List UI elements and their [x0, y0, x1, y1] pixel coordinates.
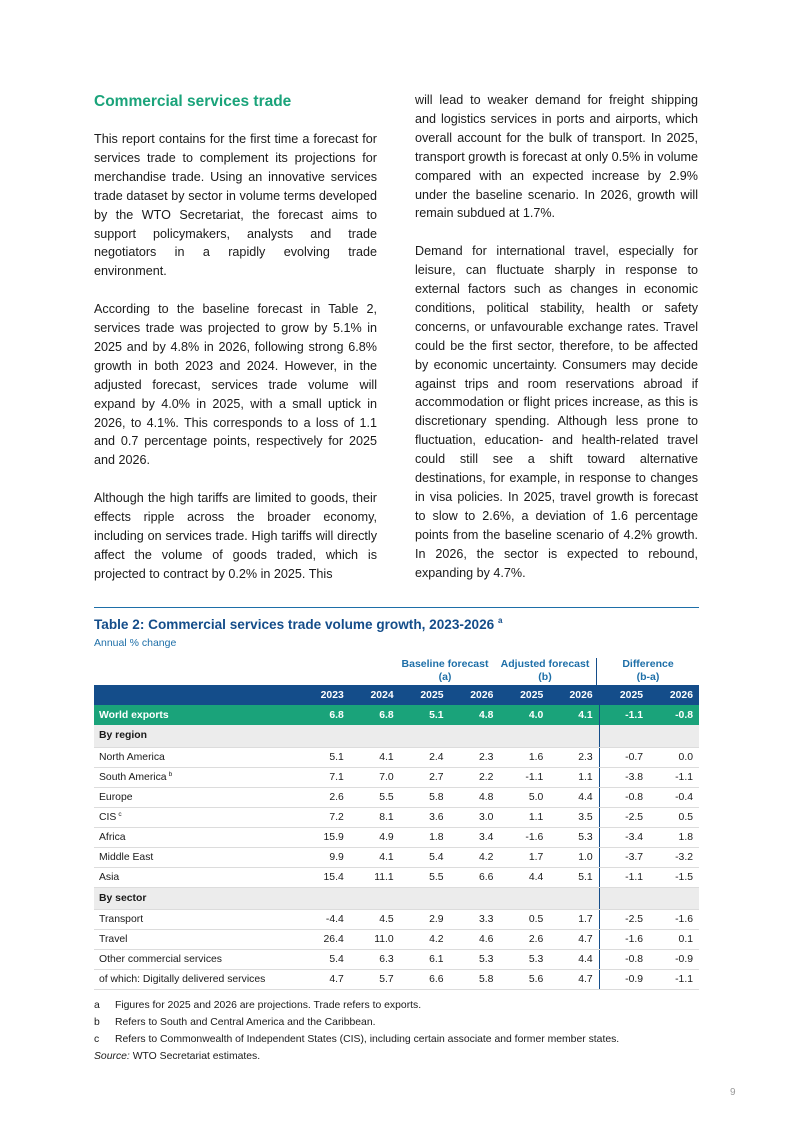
- table-cell: 5.7: [350, 969, 400, 989]
- table-cell: 5.6: [499, 969, 549, 989]
- table-row: [94, 847, 699, 867]
- table-row: [94, 827, 699, 847]
- table-row: [94, 867, 699, 887]
- table-cell: 4.5: [350, 909, 400, 929]
- row-label: By region: [94, 725, 300, 747]
- table-cell: 3.5: [549, 807, 599, 827]
- table-cell: 2.2: [450, 767, 500, 787]
- column-header: 2025: [599, 685, 649, 705]
- source-note: Source: WTO Secretariat estimates.: [94, 1051, 261, 1062]
- left-text-column: [94, 91, 377, 603]
- table-cell: 5.3: [549, 827, 599, 847]
- table-cell: 0.5: [649, 807, 699, 827]
- table-cell: 6.8: [350, 705, 400, 725]
- table-cell: -2.5: [599, 807, 649, 827]
- table-cell: -3.7: [599, 847, 649, 867]
- table-cell: 6.8: [300, 705, 350, 725]
- column-divider: [596, 658, 597, 685]
- table-cell: -3.8: [599, 767, 649, 787]
- table-cell: 7.0: [350, 767, 400, 787]
- table-cell: 1.1: [549, 767, 599, 787]
- table-cell: 8.1: [350, 807, 400, 827]
- table-cell: 5.8: [450, 969, 500, 989]
- column-header: 2025: [499, 685, 549, 705]
- table-cell: 4.1: [350, 847, 400, 867]
- table-cell: -0.8: [649, 705, 699, 725]
- table-cell: 11.0: [350, 929, 400, 949]
- table-cell: 4.8: [450, 787, 500, 807]
- table-cell: 7.1: [300, 767, 350, 787]
- table-cell: 4.4: [499, 867, 549, 887]
- row-label: By sector: [94, 887, 300, 909]
- row-label: Africa: [94, 827, 300, 847]
- table-cell: 1.6: [499, 747, 549, 767]
- table-cell: -1.6: [649, 909, 699, 929]
- table-cell: 1.1: [499, 807, 549, 827]
- table-cell: 5.3: [450, 949, 500, 969]
- table-cell: 6.1: [400, 949, 450, 969]
- table-cell: 1.0: [549, 847, 599, 867]
- table-cell: 4.7: [549, 929, 599, 949]
- row-label: North America: [94, 747, 300, 767]
- table-row: [94, 787, 699, 807]
- paragraph: will lead to weaker demand for freight shipping and logistics services in ports and airports, which overall account for the bulk of transport. In 2025, transport growth is forecast at only 0.5% in volume compared with an expected increase by 2.9% under the baseline scenario. In 2026, growth will remain subdued at 1.7%.: [415, 93, 698, 221]
- table-cell: -2.5: [599, 909, 649, 929]
- table-cell: 4.4: [549, 949, 599, 969]
- row-label: Other commercial services: [94, 949, 300, 969]
- table-cell: 1.7: [499, 847, 549, 867]
- table-cell: 2.4: [400, 747, 450, 767]
- table-cell: 2.3: [549, 747, 599, 767]
- table-cell: 11.1: [350, 867, 400, 887]
- table-cell: 2.7: [400, 767, 450, 787]
- table-cell: -0.7: [599, 747, 649, 767]
- table-cell: 3.0: [450, 807, 500, 827]
- paragraph: Although the high tariffs are limited to goods, their effects ripple across the broader economy, including on services trade. High tariffs will directly affect the volume of goods traded, which is projected to contract by 0.2% in 2025. This: [94, 491, 377, 581]
- table-cell: 6.6: [400, 969, 450, 989]
- table-cell: 3.4: [450, 827, 500, 847]
- table-cell: 5.3: [499, 949, 549, 969]
- table-cell: 5.4: [400, 847, 450, 867]
- table-cell: 4.1: [549, 705, 599, 725]
- table-cell: -0.8: [599, 787, 649, 807]
- paragraph: Demand for international travel, especially for leisure, can fluctuate sharply in response to external factors such as changes in economic conditions, political stability, health or safety concerns, or unfavourable exchange rates. Travel could be the first sector, therefore, to be affected by economic uncertainty. Consumers may decide against trips and room reservations abroad if accommodation or flight prices increase, as this is discretionary spending. Although less prone to fluctuation, education- and health-related travel could still see a shift toward alternative destinations, for example, in response to changes in visa policies. In 2025, travel growth is forecast to slow to 2.6%, a deviation of 1.6 percentage points from the baseline scenario of 4.2% growth. In 2026, the sector is expected to rebound, expanding by 4.7%.: [415, 244, 698, 580]
- table-cell: 4.4: [549, 787, 599, 807]
- table-notes: [94, 997, 704, 1065]
- table-cell: -1.1: [499, 767, 549, 787]
- table-row: [94, 949, 699, 969]
- table-cell: 4.9: [350, 827, 400, 847]
- table-cell: 2.9: [400, 909, 450, 929]
- table-row: [94, 929, 699, 949]
- table-cell: 4.7: [300, 969, 350, 989]
- column-header: 2024: [350, 685, 400, 705]
- table-cell: -3.4: [599, 827, 649, 847]
- table-cell: 1.7: [549, 909, 599, 929]
- column-header: 2023: [300, 685, 350, 705]
- table-cell: 4.8: [450, 705, 500, 725]
- world-exports-row: [94, 705, 699, 725]
- table-cell: 26.4: [300, 929, 350, 949]
- table-cell: 2.3: [450, 747, 500, 767]
- table-cell: 0.1: [649, 929, 699, 949]
- paragraph: According to the baseline forecast in Table 2, services trade was projected to grow by 5.1% in 2025 and by 4.8% in 2026, following strong 6.8% growth in both 2023 and 2024. However, in the adjusted forecast, services trade volume will expand by 4.0% in 2025, with a small uptick in 2026, to 4.1%. This corresponds to a loss of 1.1 and 0.7 percentage points, respectively for 2025 and 2026.: [94, 302, 377, 468]
- row-label: CIS $^c$: [94, 807, 300, 827]
- table-cell: -3.2: [649, 847, 699, 867]
- data-table: [94, 685, 699, 990]
- column-header: 2026: [450, 685, 500, 705]
- baseline-forecast-header: Baseline forecast (a): [401, 658, 489, 683]
- table-cell: 5.1: [400, 705, 450, 725]
- by-region-header: [94, 725, 699, 747]
- table-cell: -1.6: [599, 929, 649, 949]
- table-cell: 5.5: [350, 787, 400, 807]
- row-label: Transport: [94, 909, 300, 929]
- row-label: Middle East: [94, 847, 300, 867]
- table-cell: 15.9: [300, 827, 350, 847]
- table-2: [94, 607, 699, 990]
- table-cell: 4.0: [499, 705, 549, 725]
- table-cell: -1.1: [649, 767, 699, 787]
- row-label: Europe: [94, 787, 300, 807]
- table-cell: 4.7: [549, 969, 599, 989]
- column-group-headers: [94, 658, 699, 685]
- table-cell: 3.3: [450, 909, 500, 929]
- table-row: [94, 909, 699, 929]
- table-cell: -1.5: [649, 867, 699, 887]
- table-cell: 5.5: [400, 867, 450, 887]
- note-c: c Refers to Commonwealth of Independent States (CIS), including certain associate and former member states.: [94, 1034, 620, 1045]
- note-a: a Figures for 2025 and 2026 are projections. Trade refers to exports.: [94, 1000, 422, 1011]
- page-number: 9: [730, 1087, 736, 1098]
- table-title: Table 2: Commercial services trade volume growth, 2023-2026 $^a$: [94, 616, 503, 632]
- table-cell: 1.8: [649, 827, 699, 847]
- table-cell: -4.4: [300, 909, 350, 929]
- section-title: Commercial services trade: [94, 93, 292, 110]
- column-header: 2026: [649, 685, 699, 705]
- table-cell: -1.1: [649, 969, 699, 989]
- table-cell: 2.6: [499, 929, 549, 949]
- row-label: of which: Digitally delivered services: [94, 969, 300, 989]
- table-cell: 1.8: [400, 827, 450, 847]
- table-cell: 0.0: [649, 747, 699, 767]
- table-cell: 0.5: [499, 909, 549, 929]
- column-header: 2026: [549, 685, 599, 705]
- table-cell: 9.9: [300, 847, 350, 867]
- table-cell: -0.4: [649, 787, 699, 807]
- year-header-row: [94, 685, 699, 705]
- table-cell: 5.8: [400, 787, 450, 807]
- right-text-column: [415, 91, 698, 601]
- paragraph: This report contains for the first time a forecast for services trade to complement its projections for merchandise trade. Using an innovative services trade dataset by sector in volume terms developed by the WTO Secretariat, the forecast aims to support policymakers, analysts and trade negotiators in a rapidly evolving trade environment.: [94, 132, 377, 279]
- table-cell: 5.1: [549, 867, 599, 887]
- table-cell: 15.4: [300, 867, 350, 887]
- table-subtitle: Annual % change: [94, 637, 177, 649]
- table-top-rule: [94, 607, 699, 608]
- row-label: Travel: [94, 929, 300, 949]
- table-cell: 4.2: [400, 929, 450, 949]
- table-cell: -0.8: [599, 949, 649, 969]
- note-b: b Refers to South and Central America and the Caribbean.: [94, 1017, 376, 1028]
- adjusted-forecast-header: Adjusted forecast (b): [500, 658, 590, 683]
- table-row: [94, 747, 699, 767]
- table-cell: 7.2: [300, 807, 350, 827]
- by-sector-header: [94, 887, 699, 909]
- table-cell: -1.1: [599, 705, 649, 725]
- table-cell: 3.6: [400, 807, 450, 827]
- table-cell: -1.1: [599, 867, 649, 887]
- table-cell: 6.6: [450, 867, 500, 887]
- table-cell: 4.6: [450, 929, 500, 949]
- table-cell: 4.2: [450, 847, 500, 867]
- table-cell: 5.1: [300, 747, 350, 767]
- table-cell: 5.4: [300, 949, 350, 969]
- table-cell: 4.1: [350, 747, 400, 767]
- row-label: World exports: [94, 705, 300, 725]
- table-cell: -0.9: [599, 969, 649, 989]
- difference-header: Difference (b-a): [622, 658, 674, 683]
- row-label: Asia: [94, 867, 300, 887]
- table-row: [94, 807, 699, 827]
- table-cell: 5.0: [499, 787, 549, 807]
- table-cell: 6.3: [350, 949, 400, 969]
- column-header: 2025: [400, 685, 450, 705]
- table-cell: -0.9: [649, 949, 699, 969]
- table-cell: 2.6: [300, 787, 350, 807]
- table-cell: -1.6: [499, 827, 549, 847]
- row-label: South America $^b$: [94, 767, 300, 787]
- table-row: [94, 969, 699, 989]
- table-row: [94, 767, 699, 787]
